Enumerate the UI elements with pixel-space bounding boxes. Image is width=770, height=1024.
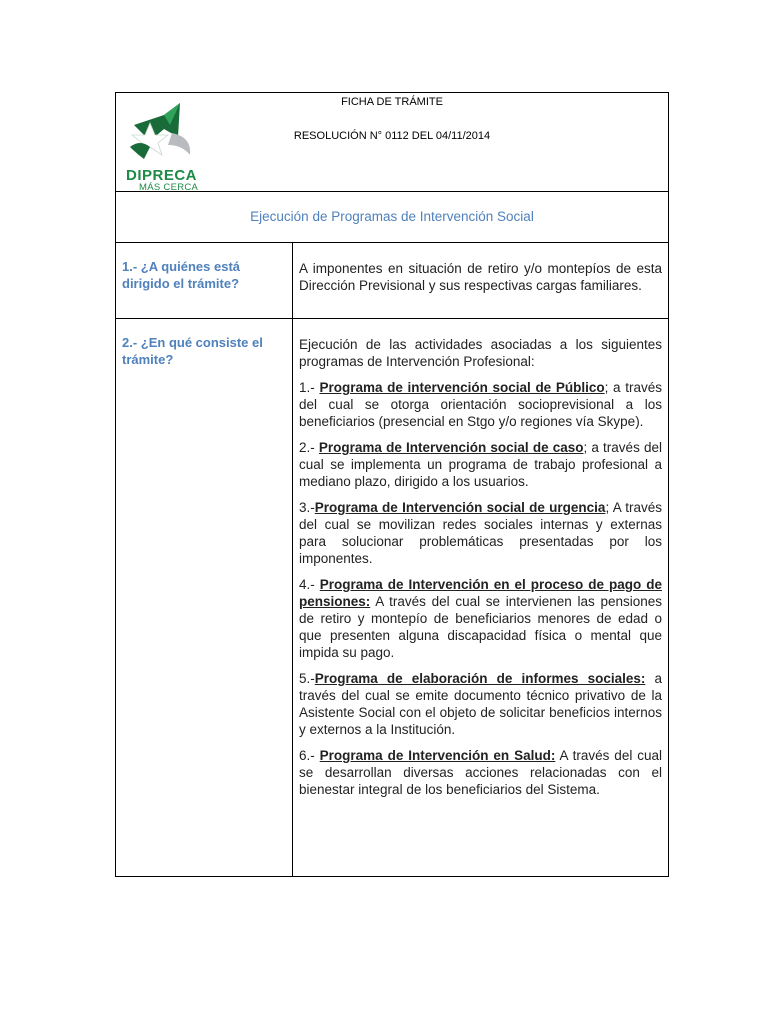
program-description: A través del cual se desarrollan diversas acciones relacionadas con el bienestar integral de los beneficiarios del Sistema. xyxy=(299,748,662,797)
question-2-label: 2.- ¿En qué consiste el trámite? xyxy=(116,319,293,877)
program-item xyxy=(299,439,662,490)
programs-intro: Ejecución de las actividades asociadas a los siguientes programas de Intervención Profesional: xyxy=(299,337,662,369)
program-description: A través del cual se intervienen las pensiones de retiro y montepío de beneficiarios menores de edad o que presenten alguna discapacidad física o mental que impida su pago. xyxy=(299,594,662,660)
program-number: 6.- xyxy=(299,748,320,763)
program-description: a través del cual se emite documento técnico privativo de la Asistente Social con el objeto de solicitar beneficios internos y externos a la Institución. xyxy=(299,671,663,737)
header-cell xyxy=(116,93,669,192)
program-number: 1.- xyxy=(299,380,320,395)
program-name: Programa de Intervención en Salud: xyxy=(319,748,556,763)
section-cell xyxy=(116,192,669,243)
procedure-form-table xyxy=(115,92,669,877)
program-item xyxy=(299,499,662,567)
program-item xyxy=(299,576,662,661)
program-item xyxy=(299,747,662,798)
program-number: 2.- xyxy=(299,440,319,455)
resolution-number: RESOLUCIÓN N° 0112 DEL 04/11/2014 xyxy=(293,130,491,142)
program-description: ; A través del cual se movilizan redes sociales internas y externas para solucionar problemáticas presentadas por los imponentes. xyxy=(299,500,662,566)
question-row-1 xyxy=(116,243,669,319)
program-item xyxy=(299,670,662,738)
dipreca-logo xyxy=(120,103,204,193)
logo-wordmark: DIPRECA xyxy=(126,167,198,184)
program-name: Programa de Intervención social de caso xyxy=(318,440,584,455)
question-1-label: 1.- ¿A quiénes está dirigido el trámite? xyxy=(116,243,293,319)
program-description: ; a través del cual se implementa un programa de trabajo profesional a mediano plazo, dirigido a los usuarios. xyxy=(299,440,662,489)
program-name: Programa de elaboración de informes sociales: xyxy=(314,671,646,686)
question-2-answer xyxy=(293,319,669,877)
question-row-2 xyxy=(116,319,669,877)
section-title: Ejecución de Programas de Intervención Social xyxy=(250,209,534,224)
header-row xyxy=(116,93,669,192)
program-item xyxy=(299,379,662,430)
question-1-answer: A imponentes en situación de retiro y/o montepíos de esta Dirección Previsional y sus respectivas cargas familiares. xyxy=(293,243,669,319)
program-number: 5.- xyxy=(299,671,315,686)
document-title: FICHA DE TRÁMITE xyxy=(341,96,443,108)
program-name: Programa de intervención social de Público xyxy=(319,380,605,395)
program-number: 4.- xyxy=(299,577,320,592)
program-number: 3.- xyxy=(299,500,315,515)
program-name: Programa de Intervención en el proceso de pago de pensiones: xyxy=(299,577,662,609)
program-name: Programa de Intervención social de urgencia xyxy=(314,500,606,515)
section-row xyxy=(116,192,669,243)
program-description: ; a través del cual se otorga orientación socioprevisional a los beneficiarios (presencial en Stgo y/o regiones vía Skype). xyxy=(299,380,662,429)
logo-tagline: MÁS CERCA xyxy=(139,182,199,193)
